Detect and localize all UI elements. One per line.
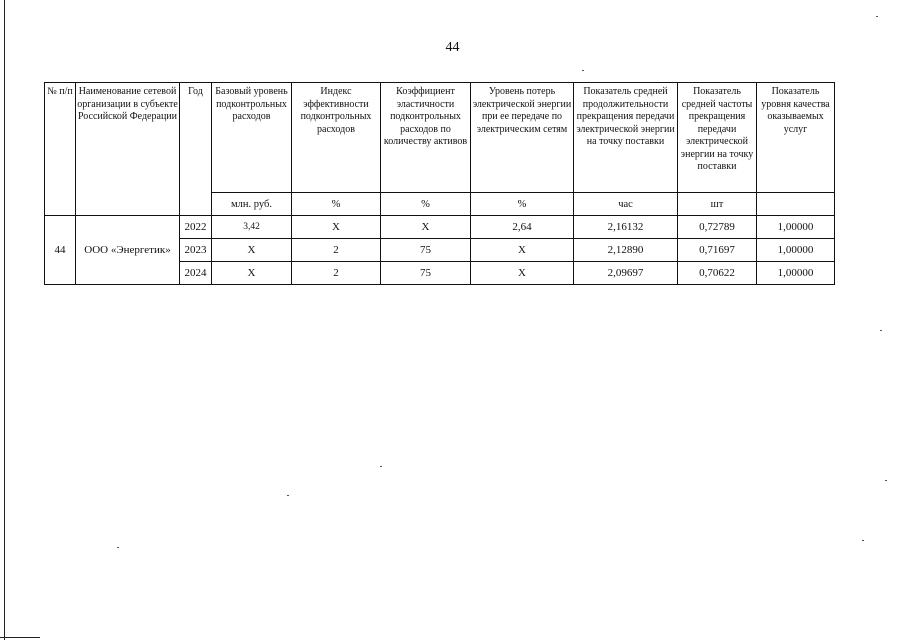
elasticity-cell: Х (381, 216, 471, 239)
efficiency-index-cell: 2 (292, 262, 381, 285)
header-loss-level: Уровень потерь электрической энергии при ее передаче по электрическим сетям (471, 83, 574, 193)
avg-frequency-cell: 0,70622 (678, 262, 757, 285)
header-avg-frequency: Показатель средней частоты прекращения передачи электрической энергии на точку поставки (678, 83, 757, 193)
year-cell: 2023 (180, 239, 212, 262)
header-base-level: Базовый уровень подконтрольных расходов (212, 83, 292, 193)
base-level-cell: Х (212, 262, 292, 285)
scan-edge-bottom (0, 637, 40, 638)
efficiency-index-cell: 2 (292, 239, 381, 262)
base-level-cell: Х (212, 239, 292, 262)
scan-speck (380, 466, 382, 467)
organization-name: ООО «Энергетик» (76, 216, 180, 285)
unit-avg-frequency: шт (678, 193, 757, 216)
unit-loss-level: % (471, 193, 574, 216)
row-number: 44 (45, 216, 76, 285)
table-row (45, 216, 835, 239)
unit-efficiency-index: % (292, 193, 381, 216)
avg-frequency-cell: 0,71697 (678, 239, 757, 262)
header-year: Год (180, 83, 212, 216)
unit-elasticity-coefficient: % (381, 193, 471, 216)
year-cell: 2024 (180, 262, 212, 285)
header-elasticity-coefficient: Коэффициент эластичности подконтрольных расходов по количеству активов (381, 83, 471, 193)
loss-level-cell: Х (471, 262, 574, 285)
scan-speck (876, 16, 878, 17)
page-number: 44 (445, 40, 460, 55)
loss-level-cell: Х (471, 239, 574, 262)
avg-frequency-cell: 0,72789 (678, 216, 757, 239)
avg-duration-cell: 2,09697 (574, 262, 678, 285)
loss-level-cell: 2,64 (471, 216, 574, 239)
header-row (45, 83, 835, 193)
elasticity-cell: 75 (381, 239, 471, 262)
base-level-cell: 3,42 (212, 216, 292, 239)
scan-edge-left (4, 0, 5, 640)
header-quality-level: Показатель уровня качества оказываемых услуг (757, 83, 835, 193)
scan-speck (880, 330, 882, 331)
avg-duration-cell: 2,16132 (574, 216, 678, 239)
scan-speck (862, 540, 864, 541)
header-avg-duration: Показатель средней продолжительности прекращения передачи электрической энергии на точку поставки (574, 83, 678, 193)
header-number: № п/п (45, 83, 76, 216)
scan-speck (885, 480, 887, 481)
efficiency-index-cell: Х (292, 216, 381, 239)
avg-duration-cell: 2,12890 (574, 239, 678, 262)
quality-level-cell: 1,00000 (757, 216, 835, 239)
unit-quality-level (757, 193, 835, 216)
header-efficiency-index: Индекс эффективности подконтрольных расходов (292, 83, 381, 193)
indicators-table (44, 82, 835, 285)
header-organization: Наименование сетевой организации в субъекте Российской Федерации (76, 83, 180, 216)
unit-base-level: млн. руб. (212, 193, 292, 216)
elasticity-cell: 75 (381, 262, 471, 285)
quality-level-cell: 1,00000 (757, 239, 835, 262)
year-cell: 2022 (180, 216, 212, 239)
unit-avg-duration: час (574, 193, 678, 216)
scan-speck (582, 70, 584, 71)
scan-speck (117, 547, 119, 548)
scan-speck (287, 495, 289, 496)
quality-level-cell: 1,00000 (757, 262, 835, 285)
